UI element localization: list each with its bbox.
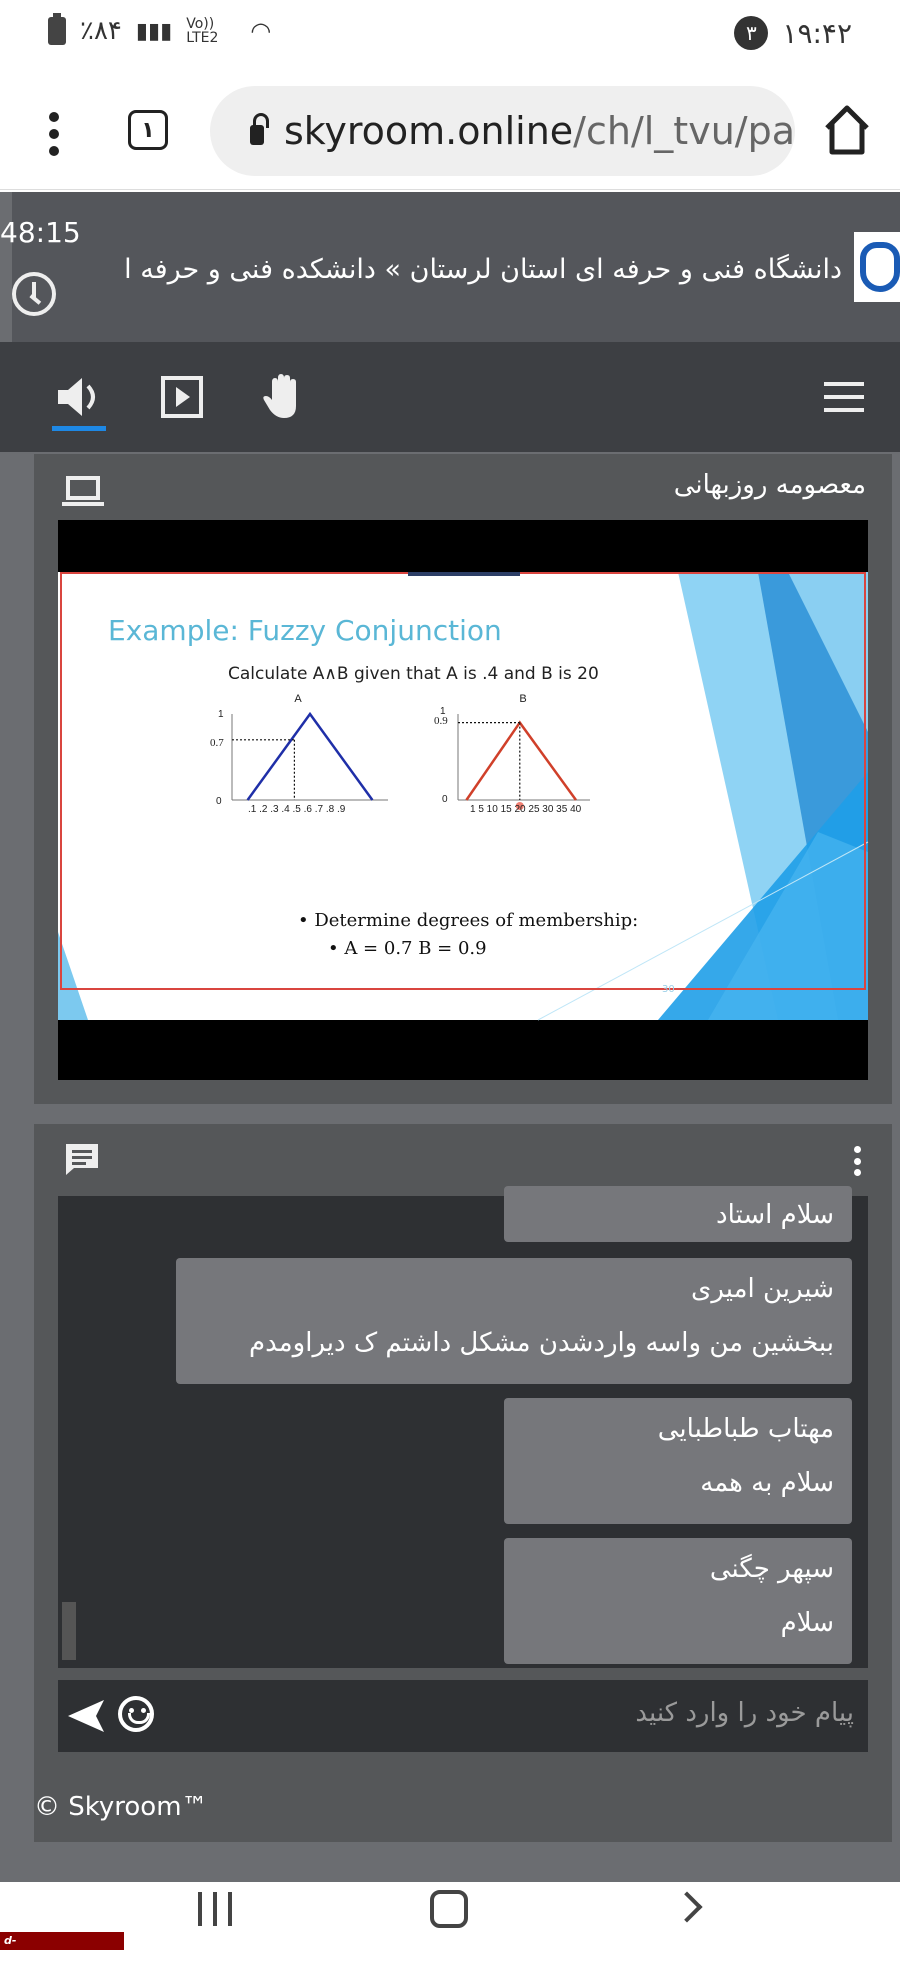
chart-a-title: A xyxy=(294,693,302,705)
chart-a-xticks: .1 .2 .3 .4 .5 .6 .7 .8 .9 xyxy=(248,804,346,815)
battery-icon xyxy=(48,17,66,45)
message-text: سلام استاد xyxy=(715,1200,834,1230)
panel-gap xyxy=(0,1104,900,1124)
slide-page-number: 30 xyxy=(662,984,675,995)
watermark: d-boroujerd.nus.ac.ir xyxy=(0,1932,124,1950)
chat-menu-icon[interactable] xyxy=(854,1146,862,1176)
home-icon[interactable] xyxy=(822,102,872,158)
network-label: Vo)) LTE2 xyxy=(186,16,219,46)
status-bar xyxy=(0,0,900,72)
address-bar[interactable] xyxy=(210,86,795,176)
android-nav-bar xyxy=(0,1882,900,1950)
chart-b-series-line xyxy=(466,723,576,800)
room-header xyxy=(0,192,900,342)
room-header-inner xyxy=(12,192,900,342)
chat-message xyxy=(176,1258,852,1384)
clock-icon[interactable] xyxy=(12,272,56,316)
signal-icon: ▮▮▮ xyxy=(135,18,173,44)
video-play-icon[interactable] xyxy=(160,372,204,422)
room-toolbar xyxy=(0,342,900,452)
chart-b-ytick-1: 1 xyxy=(440,706,446,717)
browser-toolbar xyxy=(0,72,900,190)
nav-home-button[interactable] xyxy=(430,1890,468,1928)
raise-hand-icon[interactable] xyxy=(262,372,306,422)
chart-a-series-line xyxy=(248,714,373,800)
chart-a-ytick-0: 0 xyxy=(216,796,222,807)
tab-switcher-button[interactable]: ۱ xyxy=(128,110,168,150)
footer-area xyxy=(0,1842,900,1882)
slide-title: Example: Fuzzy Conjunction xyxy=(108,614,502,647)
slide-bullet-2: • A = 0.7 B = 0.9 xyxy=(328,938,487,959)
chart-a-ytick-07: 0.7 xyxy=(210,737,224,749)
chart-b-title: B xyxy=(519,693,527,705)
slide-viewer[interactable] xyxy=(58,520,868,1080)
clock-time: ۱۹:۴۲ xyxy=(782,16,852,50)
room-title: دانشگاه فنی و حرفه ای استان لرستان » دانشکده فنی و حرفه ا xyxy=(124,254,842,285)
message-text: سلام به همه xyxy=(700,1468,834,1498)
presenter-panel xyxy=(34,454,892,1104)
message-text: سلام xyxy=(780,1608,834,1638)
message-sender: مهتاب طباطبایی xyxy=(657,1414,834,1444)
lock-icon xyxy=(250,125,264,145)
chat-panel xyxy=(34,1124,892,1842)
message-sender: شیرین امیری xyxy=(691,1274,834,1304)
presenter-name: معصومه روزبهانی xyxy=(673,470,866,500)
chat-scrollbar[interactable] xyxy=(62,1602,76,1660)
chat-icon[interactable] xyxy=(64,1142,100,1176)
status-left xyxy=(48,16,271,46)
status-right xyxy=(734,16,852,50)
hamburger-menu-icon[interactable] xyxy=(824,382,864,412)
send-icon[interactable] xyxy=(66,1698,106,1734)
footer-copyright: © Skyroom™ xyxy=(34,1792,208,1822)
chat-message xyxy=(504,1186,852,1242)
emoji-icon[interactable] xyxy=(118,1696,154,1732)
nav-back-button[interactable] xyxy=(671,1891,702,1922)
message-sender: سپهر چگنی xyxy=(709,1554,834,1584)
message-text: ببخشین من واسه واردشدن مشکل داشتم ک دیراومدم xyxy=(249,1328,834,1358)
slide-bullet-1: • Determine degrees of membership: xyxy=(298,910,639,931)
chat-message xyxy=(504,1398,852,1524)
presentation-slide xyxy=(58,572,868,1020)
chart-b-ytick-09: 0.9 xyxy=(434,715,448,727)
speaker-active-indicator xyxy=(52,426,106,431)
speaker-icon[interactable] xyxy=(54,372,104,422)
wifi-icon: ◠ xyxy=(250,17,272,45)
slide-subtitle: Calculate A∧B given that A is .4 and B is 20 xyxy=(228,664,599,684)
laptop-icon[interactable] xyxy=(62,474,104,508)
chart-b-ytick-0: 0 xyxy=(442,794,448,805)
chat-messages[interactable] xyxy=(58,1196,868,1668)
battery-level: ٪۸۴ xyxy=(80,16,122,46)
chat-message xyxy=(504,1538,852,1664)
slide-top-tab xyxy=(408,572,520,576)
university-logo xyxy=(854,232,900,302)
notification-badge: ۳ xyxy=(734,16,768,50)
url-path: /ch/l_tvu/pa xyxy=(573,109,795,153)
chat-message-input[interactable]: پیام خود را وارد کنید xyxy=(635,1698,854,1728)
recents-button[interactable] xyxy=(198,1892,232,1926)
chat-input-bar xyxy=(58,1680,868,1752)
browser-menu-icon[interactable] xyxy=(48,112,60,156)
chart-b-xticks: 1 5 10 15 20 25 30 35 40 xyxy=(470,804,582,815)
url-host: skyroom.online xyxy=(283,109,574,153)
session-timer: 48:15 xyxy=(0,216,81,249)
membership-chart-b xyxy=(378,692,598,822)
chart-a-ytick-1: 1 xyxy=(218,709,224,720)
